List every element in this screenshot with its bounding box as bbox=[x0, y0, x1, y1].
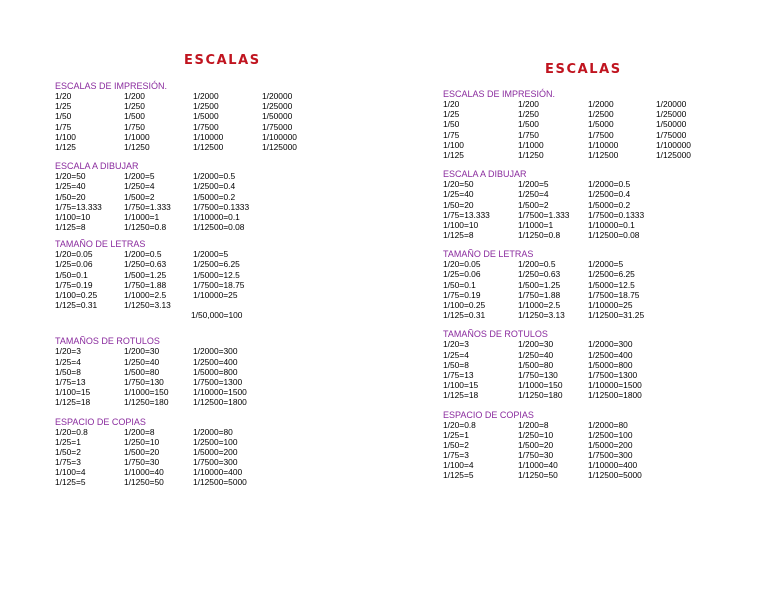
table-row bbox=[443, 269, 763, 279]
scale-value: 1/750=30 bbox=[518, 450, 554, 461]
scale-value: 1/125=8 bbox=[443, 230, 474, 241]
table-row bbox=[55, 367, 375, 377]
scale-section bbox=[443, 410, 763, 481]
scale-value: 1/2000 bbox=[588, 99, 614, 109]
table-row bbox=[55, 427, 375, 437]
scale-value: 1/1250=3.13 bbox=[518, 310, 565, 321]
scale-value: 1/1000=1 bbox=[124, 211, 160, 222]
table-row bbox=[443, 189, 763, 199]
table-row bbox=[55, 300, 375, 310]
scale-value: 1/7500=300 bbox=[193, 457, 238, 468]
scale-value: 1/125 bbox=[443, 149, 464, 160]
scale-value: 1/500=2 bbox=[518, 199, 549, 210]
scale-value: 1/7500=0.1333 bbox=[193, 201, 250, 212]
scale-value: 1/500=20 bbox=[518, 439, 554, 450]
table-row bbox=[443, 109, 763, 119]
scale-value: 1/750=1.88 bbox=[124, 279, 167, 290]
scale-value: 1/10000=0.1 bbox=[193, 211, 240, 222]
scale-value: 1/750=130 bbox=[518, 369, 558, 380]
scale-value: 1/750=30 bbox=[124, 457, 160, 468]
scale-value: 1/2000=0.5 bbox=[588, 179, 631, 190]
scale-value: 1/125=5 bbox=[55, 477, 86, 488]
scale-value: 1/7500=0.1333 bbox=[588, 209, 645, 220]
section-heading: ESCALA A DIBUJAR bbox=[55, 161, 139, 172]
scale-value: 1/200=0.5 bbox=[124, 249, 162, 260]
scale-value: 1/50=20 bbox=[55, 191, 86, 202]
section-note: 1/50,000=100 bbox=[191, 310, 243, 321]
scale-value: 1/250=4 bbox=[518, 189, 549, 200]
scale-value: 1/250=10 bbox=[518, 429, 554, 440]
scale-value: 1/50=0.1 bbox=[55, 269, 88, 280]
scale-value: 1/750=130 bbox=[124, 376, 164, 387]
table-row bbox=[443, 280, 763, 290]
table-row bbox=[55, 181, 375, 191]
table-row bbox=[55, 212, 375, 222]
table-row bbox=[55, 377, 375, 387]
table-row bbox=[55, 222, 375, 232]
scale-value: 1/7500=1300 bbox=[588, 369, 638, 380]
table-row bbox=[443, 350, 763, 360]
scale-value: 1/2500 bbox=[193, 101, 219, 112]
scale-value: 1/250 bbox=[518, 109, 539, 120]
page-title: ESCALAS bbox=[184, 53, 261, 68]
scale-value: 1/12500=0.08 bbox=[588, 230, 640, 241]
scale-value: 1/750 bbox=[124, 121, 145, 132]
scale-value: 1/1000=2.5 bbox=[518, 300, 561, 310]
table-row bbox=[55, 447, 375, 457]
scale-value: 1/1000 bbox=[124, 131, 150, 142]
table-row bbox=[55, 457, 375, 467]
scale-value: 1/1000=40 bbox=[124, 467, 164, 478]
scale-value: 1/2000=80 bbox=[588, 419, 628, 430]
scale-value: 1/20 bbox=[55, 91, 72, 101]
scale-value: 1/50000 bbox=[262, 111, 293, 122]
section-heading: TAMAÑOS DE ROTULOS bbox=[443, 329, 548, 340]
scale-value: 1/10000=400 bbox=[193, 467, 243, 478]
section-heading: ESPACIO DE COPIAS bbox=[443, 409, 534, 420]
scale-value: 1/125=8 bbox=[55, 222, 86, 233]
scale-value: 1/100 bbox=[443, 139, 464, 150]
sections-container bbox=[55, 81, 375, 488]
table-row bbox=[55, 142, 375, 152]
scale-value: 1/25=0.06 bbox=[55, 259, 93, 270]
scale-value: 1/50000 bbox=[656, 119, 687, 130]
scale-value: 1/100000 bbox=[262, 131, 297, 142]
scale-value: 1/100=15 bbox=[55, 387, 91, 398]
scale-value: 1/200=30 bbox=[124, 346, 160, 357]
scale-value: 1/200 bbox=[124, 91, 145, 101]
scale-value: 1/5000=12.5 bbox=[193, 269, 240, 280]
scale-value: 1/100000 bbox=[656, 139, 691, 150]
scale-section bbox=[55, 161, 375, 232]
table-row bbox=[443, 210, 763, 220]
section-heading: ESCALAS DE IMPRESIÓN. bbox=[55, 81, 168, 91]
scale-value: 1/500=80 bbox=[124, 366, 160, 377]
scale-value: 1/125000 bbox=[262, 141, 297, 152]
scale-value: 1/75 bbox=[443, 129, 460, 140]
scale-value: 1/20 bbox=[443, 99, 460, 109]
table-row bbox=[55, 101, 375, 111]
scale-value: 1/500=1.25 bbox=[124, 269, 167, 280]
scale-value: 1/7500=18.75 bbox=[193, 279, 245, 290]
scale-value: 1/125=18 bbox=[55, 397, 91, 408]
table-row bbox=[443, 140, 763, 150]
table-row bbox=[443, 370, 763, 380]
table-row bbox=[55, 259, 375, 269]
scale-value: 1/200=30 bbox=[518, 339, 554, 350]
section-note-row bbox=[55, 310, 375, 321]
table-row bbox=[55, 132, 375, 142]
scale-value: 1/5000 bbox=[588, 119, 614, 130]
scale-value: 1/25=0.06 bbox=[443, 269, 481, 280]
scale-value: 1/1000 bbox=[518, 139, 544, 150]
scale-value: 1/1000=1 bbox=[518, 219, 554, 230]
scale-value: 1/750=1.88 bbox=[518, 289, 561, 300]
scale-value: 1/1250=3.13 bbox=[124, 300, 171, 311]
section-heading: TAMAÑOS DE ROTULOS bbox=[55, 336, 160, 347]
scale-value: 1/1000=2.5 bbox=[124, 290, 167, 300]
scale-value: 1/100=4 bbox=[443, 460, 474, 471]
scale-value: 1/250=4 bbox=[124, 181, 155, 192]
scale-section bbox=[443, 249, 763, 320]
scale-value: 1/75000 bbox=[656, 129, 687, 140]
scale-value: 1/12500=5000 bbox=[588, 470, 642, 481]
scale-value: 1/12500=31.25 bbox=[588, 310, 645, 321]
scale-value: 1/7500=1300 bbox=[193, 376, 243, 387]
table-row bbox=[443, 310, 763, 320]
scale-value: 1/50=8 bbox=[55, 366, 81, 377]
table-row bbox=[55, 397, 375, 407]
scale-value: 1/10000 bbox=[193, 131, 224, 142]
scale-value: 1/125=18 bbox=[443, 390, 479, 401]
scale-value: 1/12500=1800 bbox=[193, 397, 247, 408]
scale-value: 1/7500=18.75 bbox=[588, 289, 640, 300]
section-heading: ESCALA A DIBUJAR bbox=[443, 169, 527, 180]
table-row bbox=[443, 300, 763, 310]
scale-value: 1/20=0.8 bbox=[443, 419, 476, 430]
scale-value: 1/75000 bbox=[262, 121, 293, 132]
scale-value: 1/7500 bbox=[193, 121, 219, 132]
table-row bbox=[55, 91, 375, 101]
section-heading: ESPACIO DE COPIAS bbox=[55, 416, 146, 427]
table-row bbox=[443, 200, 763, 210]
scale-value: 1/50 bbox=[443, 119, 460, 130]
scale-value: 1/75=13 bbox=[443, 369, 474, 380]
scale-value: 1/25=1 bbox=[443, 429, 469, 440]
scale-value: 1/50=0.1 bbox=[443, 279, 476, 290]
scale-value: 1/25=4 bbox=[443, 349, 469, 360]
scale-value: 1/2500=0.4 bbox=[193, 181, 236, 192]
scale-value: 1/75=13 bbox=[55, 376, 86, 387]
table-row bbox=[55, 111, 375, 121]
table-row bbox=[55, 437, 375, 447]
scale-value: 1/5000=200 bbox=[193, 446, 238, 457]
scale-value: 1/5000=800 bbox=[588, 359, 633, 370]
table-row bbox=[443, 420, 763, 430]
scale-value: 1/1250=0.8 bbox=[124, 222, 167, 233]
scale-value: 1/1250=180 bbox=[518, 390, 563, 401]
scale-value: 1/2000=0.5 bbox=[193, 171, 236, 182]
scale-value: 1/25000 bbox=[262, 101, 293, 112]
scale-value: 1/20=0.05 bbox=[55, 249, 93, 260]
scale-value: 1/5000=800 bbox=[193, 366, 238, 377]
scale-value: 1/25 bbox=[443, 109, 460, 120]
scale-value: 1/125000 bbox=[656, 149, 691, 160]
scale-value: 1/20=0.05 bbox=[443, 259, 481, 270]
scale-value: 1/5000=0.2 bbox=[193, 191, 236, 202]
scale-value: 1/250=10 bbox=[124, 436, 160, 447]
table-row bbox=[443, 290, 763, 300]
scale-value: 1/200=5 bbox=[518, 179, 549, 190]
scale-value: 1/2000=5 bbox=[588, 259, 624, 270]
scale-value: 1/7500=300 bbox=[588, 450, 633, 461]
scale-value: 1/125=0.31 bbox=[55, 300, 98, 311]
scale-value: 1/5000 bbox=[193, 111, 219, 122]
section-heading: ESCALAS DE IMPRESIÓN. bbox=[443, 89, 556, 99]
scale-value: 1/250=40 bbox=[124, 356, 160, 367]
table-row bbox=[55, 387, 375, 397]
scale-value: 1/25 bbox=[55, 101, 72, 112]
table-row bbox=[55, 477, 375, 487]
scale-value: 1/750 bbox=[518, 129, 539, 140]
scale-value: 1/50=2 bbox=[55, 446, 81, 457]
scale-value: 1/12500 bbox=[588, 149, 619, 160]
scale-value: 1/75=13.333 bbox=[443, 209, 490, 220]
scale-value: 1/200=5 bbox=[124, 171, 155, 182]
scale-value: 1/10000=0.1 bbox=[588, 219, 635, 230]
scale-value: 1/2500=6.25 bbox=[588, 269, 635, 280]
scale-value: 1/1250=50 bbox=[124, 477, 164, 488]
scale-value: 1/12500=1800 bbox=[588, 390, 642, 401]
scale-value: 1/10000=1500 bbox=[588, 380, 642, 391]
scale-value: 1/500 bbox=[518, 119, 539, 130]
scale-value: 1/50=20 bbox=[443, 199, 474, 210]
scale-value: 1/750=1.333 bbox=[124, 201, 171, 212]
scale-value: 1/2000 bbox=[193, 91, 219, 101]
scale-value: 1/75=13.333 bbox=[55, 201, 102, 212]
scale-value: 1/2500=100 bbox=[193, 436, 238, 447]
table-row bbox=[443, 470, 763, 480]
scale-value: 1/2000=300 bbox=[588, 339, 633, 350]
scale-value: 1/200=8 bbox=[124, 426, 155, 437]
table-row bbox=[443, 380, 763, 390]
scale-value: 1/2500 bbox=[588, 109, 614, 120]
table-row bbox=[55, 122, 375, 132]
scale-value: 1/2000=80 bbox=[193, 426, 233, 437]
table-row bbox=[443, 440, 763, 450]
scale-value: 1/20=3 bbox=[443, 339, 469, 350]
scale-value: 1/20=50 bbox=[55, 171, 86, 182]
scale-value: 1/1000=40 bbox=[518, 460, 558, 471]
scale-section bbox=[55, 336, 375, 407]
table-row bbox=[443, 390, 763, 400]
scale-value: 1/1250=0.8 bbox=[518, 230, 561, 241]
scale-value: 1/2000=5 bbox=[193, 249, 229, 260]
section-heading: TAMAÑO DE LETRAS bbox=[443, 249, 534, 260]
scale-value: 1/500=1.25 bbox=[518, 279, 561, 290]
table-row bbox=[443, 450, 763, 460]
scale-value: 1/200=0.5 bbox=[518, 259, 556, 270]
scale-value: 1/2500=6.25 bbox=[193, 259, 240, 270]
scale-value: 1/75 bbox=[55, 121, 72, 132]
scale-value: 1/100=10 bbox=[443, 219, 479, 230]
table-row bbox=[443, 99, 763, 109]
scale-value: 1/7500 bbox=[588, 129, 614, 140]
scale-value: 1/2500=100 bbox=[588, 429, 633, 440]
scale-value: 1/250 bbox=[124, 101, 145, 112]
table-row bbox=[55, 346, 375, 356]
section-heading: TAMAÑO DE LETRAS bbox=[55, 239, 146, 250]
scale-section bbox=[55, 417, 375, 488]
scale-value: 1/20=50 bbox=[443, 179, 474, 190]
scale-value: 1/20000 bbox=[262, 91, 293, 101]
scale-value: 1/10000=1500 bbox=[193, 387, 247, 398]
scale-value: 1/200 bbox=[518, 99, 539, 109]
scale-value: 1/2500=400 bbox=[588, 349, 633, 360]
scale-value: 1/25=40 bbox=[443, 189, 474, 200]
scale-section bbox=[55, 81, 375, 152]
table-row bbox=[55, 280, 375, 290]
scale-value: 1/10000 bbox=[588, 139, 619, 150]
table-row bbox=[55, 249, 375, 259]
table-row bbox=[55, 192, 375, 202]
scale-value: 1/100 bbox=[55, 131, 76, 142]
table-row bbox=[443, 360, 763, 370]
scale-value: 1/100=15 bbox=[443, 380, 479, 391]
scale-value: 1/100=10 bbox=[55, 211, 91, 222]
scale-value: 1/75=3 bbox=[55, 457, 81, 468]
scale-value: 1/12500 bbox=[193, 141, 224, 152]
scale-value: 1/10000=400 bbox=[588, 460, 638, 471]
table-row bbox=[443, 230, 763, 240]
table-row bbox=[55, 467, 375, 477]
scale-value: 1/100=0.25 bbox=[55, 290, 98, 300]
table-row bbox=[443, 179, 763, 189]
scale-value: 1/75=3 bbox=[443, 450, 469, 461]
scale-value: 1/2500=400 bbox=[193, 356, 238, 367]
table-row bbox=[443, 460, 763, 470]
scale-value: 1/125=5 bbox=[443, 470, 474, 481]
table-row bbox=[55, 270, 375, 280]
sections-container bbox=[443, 89, 763, 481]
table-row bbox=[443, 430, 763, 440]
scale-value: 1/50 bbox=[55, 111, 72, 122]
scale-value: 1/75=0.19 bbox=[55, 279, 93, 290]
scale-value: 1/1000=150 bbox=[518, 380, 563, 391]
scale-value: 1/250=0.63 bbox=[518, 269, 561, 280]
scale-value: 1/100=4 bbox=[55, 467, 86, 478]
scale-value: 1/250=0.63 bbox=[124, 259, 167, 270]
table-row bbox=[55, 171, 375, 181]
scale-value: 1/12500=0.08 bbox=[193, 222, 245, 233]
scale-value: 1/25=40 bbox=[55, 181, 86, 192]
scale-value: 1/7500=1.333 bbox=[518, 209, 570, 220]
scale-value: 1/5000=0.2 bbox=[588, 199, 631, 210]
scale-value: 1/5000=12.5 bbox=[588, 279, 635, 290]
scale-value: 1/500=2 bbox=[124, 191, 155, 202]
scale-value: 1/2500=0.4 bbox=[588, 189, 631, 200]
scale-value: 1/200=8 bbox=[518, 419, 549, 430]
table-row bbox=[443, 150, 763, 160]
scale-value: 1/500=20 bbox=[124, 446, 160, 457]
page-title: ESCALAS bbox=[545, 62, 622, 77]
scale-value: 1/125 bbox=[55, 141, 76, 152]
scale-value: 1/500=80 bbox=[518, 359, 554, 370]
table-row bbox=[55, 202, 375, 212]
table-row bbox=[55, 290, 375, 300]
scale-value: 1/20=3 bbox=[55, 346, 81, 357]
scale-value: 1/10000=25 bbox=[193, 290, 238, 300]
scale-value: 1/1250 bbox=[124, 141, 150, 152]
scale-section bbox=[443, 89, 763, 160]
table-row bbox=[443, 259, 763, 269]
table-row bbox=[55, 357, 375, 367]
table-row bbox=[443, 130, 763, 140]
scale-value: 1/1250 bbox=[518, 149, 544, 160]
scale-value: 1/20000 bbox=[656, 99, 687, 109]
scale-value: 1/25000 bbox=[656, 109, 687, 120]
scale-value: 1/25=4 bbox=[55, 356, 81, 367]
scale-value: 1/1250=180 bbox=[124, 397, 169, 408]
table-row bbox=[443, 220, 763, 230]
scale-section bbox=[443, 329, 763, 400]
scale-value: 1/10000=25 bbox=[588, 300, 633, 310]
scale-value: 1/20=0.8 bbox=[55, 426, 88, 437]
scale-value: 1/500 bbox=[124, 111, 145, 122]
scale-value: 1/75=0.19 bbox=[443, 289, 481, 300]
scale-section bbox=[443, 169, 763, 240]
scale-value: 1/2000=300 bbox=[193, 346, 238, 357]
table-row bbox=[443, 339, 763, 349]
scale-section bbox=[55, 239, 375, 321]
scale-value: 1/50=2 bbox=[443, 439, 469, 450]
scale-value: 1/100=0.25 bbox=[443, 300, 486, 310]
table-row bbox=[443, 119, 763, 129]
scale-value: 1/1250=50 bbox=[518, 470, 558, 481]
scale-value: 1/50=8 bbox=[443, 359, 469, 370]
scale-value: 1/250=40 bbox=[518, 349, 554, 360]
scale-value: 1/5000=200 bbox=[588, 439, 633, 450]
scale-value: 1/12500=5000 bbox=[193, 477, 247, 488]
scale-value: 1/25=1 bbox=[55, 436, 81, 447]
scale-value: 1/1000=150 bbox=[124, 387, 169, 398]
scale-value: 1/125=0.31 bbox=[443, 310, 486, 321]
